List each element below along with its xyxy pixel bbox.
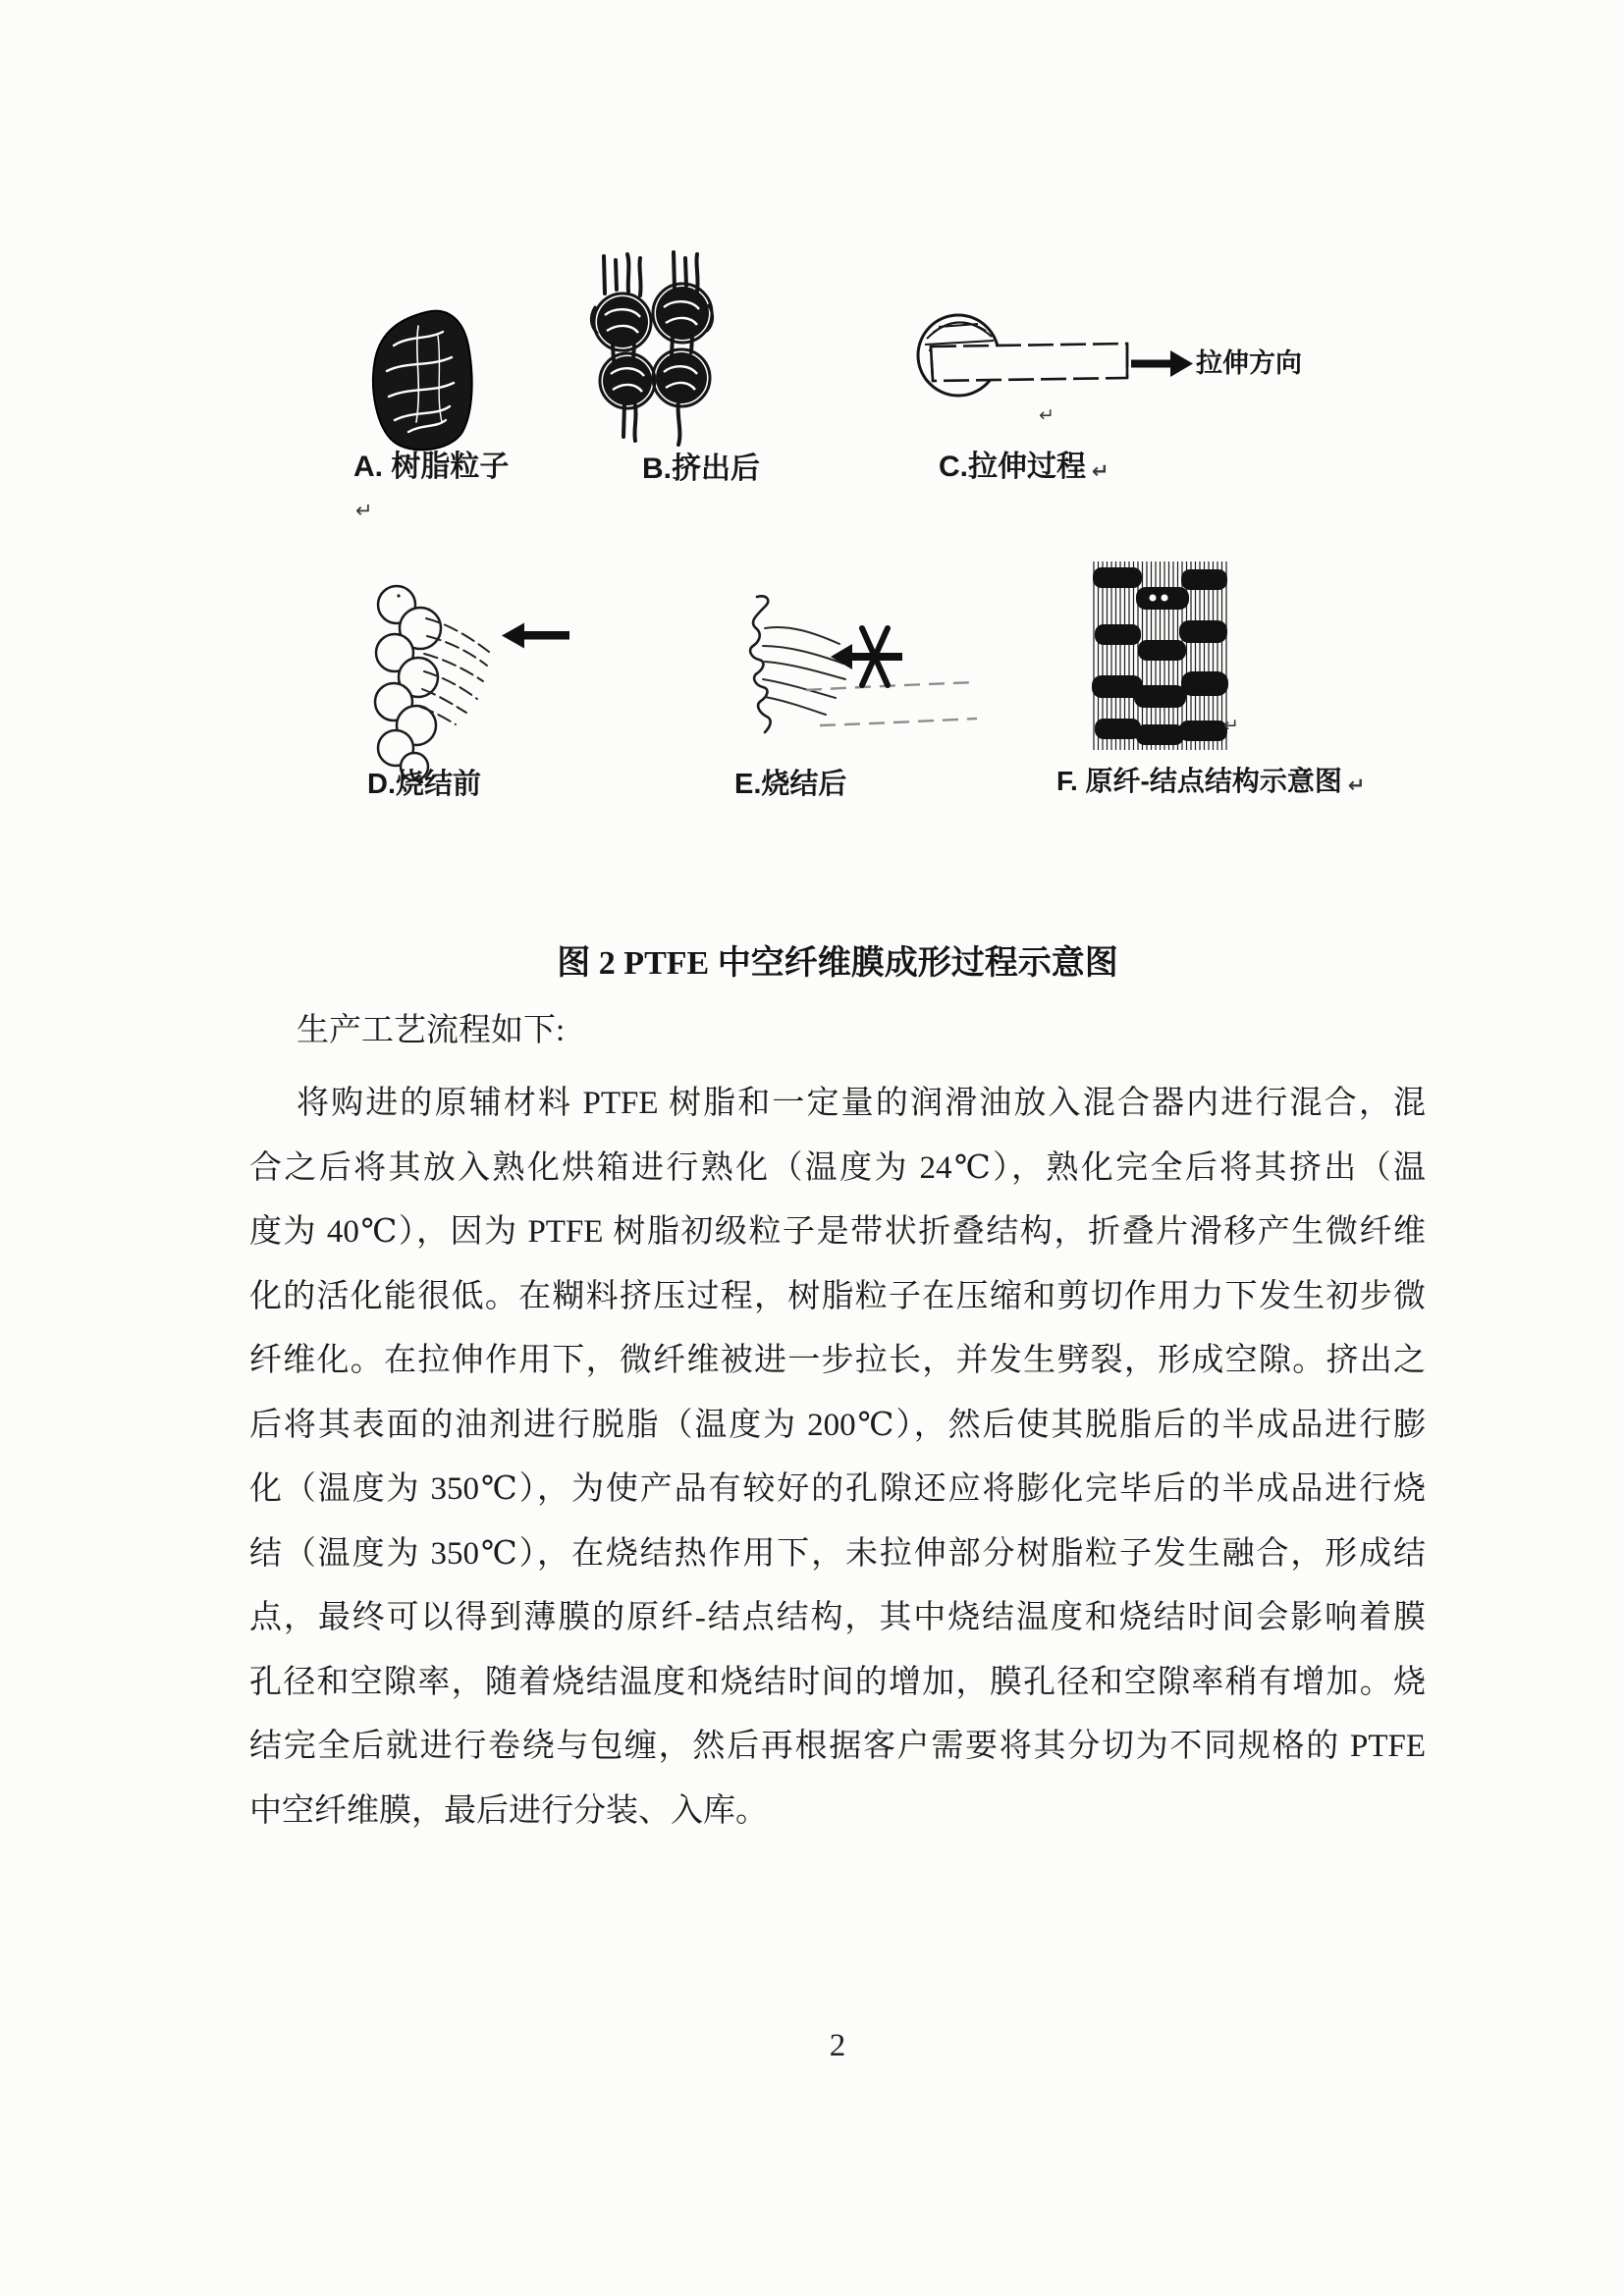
body-line: 结（温度为 350℃），在烧结热作用下，未拉伸部分树脂粒子发生融合，形成结 — [249, 1535, 1426, 1572]
body-line: 结完全后就进行卷绕与包缠，然后再根据客户需要将其分切为不同规格的 PTFE — [249, 1729, 1426, 1764]
body-line: 点，最终可以得到薄膜的原纤-结点结构，其中烧结温度和烧结时间会影响着膜 — [249, 1600, 1426, 1635]
label-before-sintering: D.烧结前 — [367, 769, 482, 800]
label-stretching-process — [939, 442, 1109, 485]
body-line: 化（温度为 350℃），为使产品有较好的孔隙还应将膨化完毕后的半成品进行烧 — [249, 1471, 1426, 1507]
return-mark: ↵ — [355, 499, 373, 522]
return-mark: ↵ — [1347, 774, 1366, 797]
body-line: 后将其表面的油剂进行脱脂（温度为 200℃），然后使其脱脂后的半成品进行膨 — [249, 1407, 1426, 1443]
body-line: 化的活化能很低。在糊料挤压过程，树脂粒子在压缩和剪切作用力下发生初步微 — [249, 1278, 1426, 1314]
body-line: 合之后将其放入熟化烘箱进行熟化（温度为 24℃），熟化完全后将其挤出（温 — [249, 1149, 1426, 1186]
body-line: 将购进的原辅材料 PTFE 树脂和一定量的润滑油放入混合器内进行混合，混 — [297, 1086, 1426, 1121]
label-stretching-process-text: C.拉伸过程 — [939, 451, 1086, 483]
body-line: 度为 40℃），因为 PTFE 树脂初级粒子是带状折叠结构，折叠片滑移产生微纤维 — [249, 1214, 1426, 1250]
label-fibril-node-structure — [1056, 760, 1366, 799]
label-resin-particle: A. 树脂粒子 — [353, 451, 510, 483]
label-after-sintering: E.烧结后 — [734, 769, 847, 800]
page-number: 2 — [829, 2028, 846, 2063]
return-mark: ↵ — [1223, 715, 1239, 736]
return-mark: ↵ — [1039, 404, 1055, 426]
after-sintering-drawing — [730, 595, 980, 742]
return-mark: ↵ — [1092, 459, 1109, 483]
body-line: 中空纤维膜，最后进行分装、入库。 — [249, 1792, 768, 1829]
after-extrusion-drawing — [581, 250, 724, 447]
fibril-node-structure-drawing — [1092, 561, 1229, 750]
body-paragraph — [249, 1072, 1426, 1843]
label-after-extrusion: B.挤出后 — [642, 453, 760, 485]
body-line: 纤维化。在拉伸作用下，微纤维被进一步拉长，并发生劈裂，形成空隙。挤出之 — [249, 1343, 1426, 1378]
before-sintering-drawing — [365, 581, 601, 782]
stretch-direction-label: 拉伸方向 — [1196, 348, 1302, 378]
figure-caption: 图 2 PTFE 中空纤维膜成形过程示意图 — [557, 945, 1118, 982]
body-line: 孔径和空隙率，随着烧结温度和烧结时间的增加，膜孔径和空隙率稍有增加。烧 — [249, 1664, 1426, 1700]
label-fibril-node-structure-text: F. 原纤-结点结构示意图 — [1056, 766, 1342, 796]
resin-particle-drawing — [350, 306, 497, 455]
intro-line: 生产工艺流程如下: — [297, 1013, 566, 1048]
